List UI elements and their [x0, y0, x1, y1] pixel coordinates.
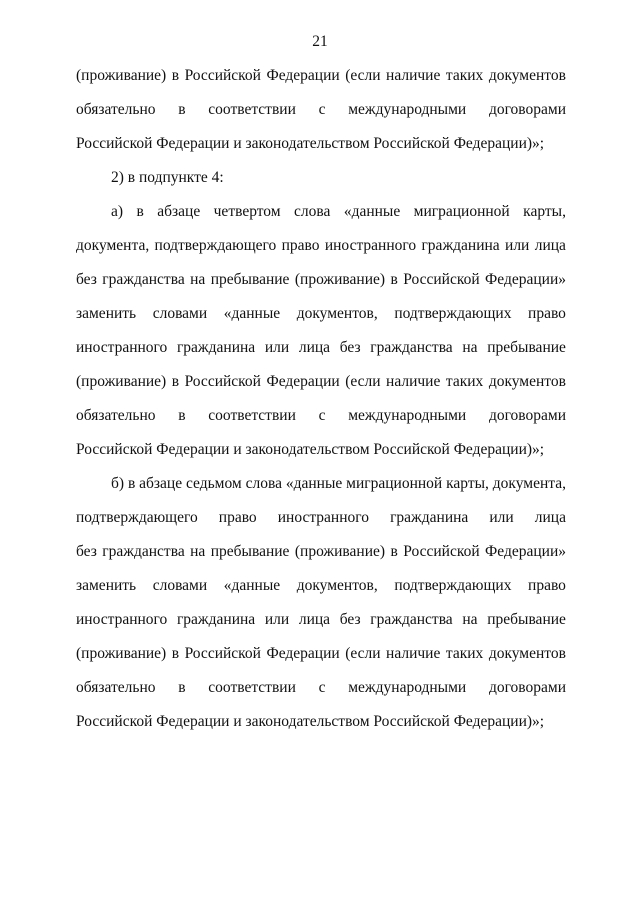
text-line: обязательно в соответствии с международными договорами [76, 407, 566, 424]
text-line: (проживание) в Российской Федерации (если наличие таких документов [76, 67, 566, 84]
text-line: (проживание) в Российской Федерации (если наличие таких документов [76, 645, 566, 662]
text-line: без гражданства на пребывание (проживание) в Российской Федерации» [76, 271, 566, 288]
page-number: 21 [312, 33, 328, 50]
text-line: обязательно в соответствии с международными договорами [76, 101, 566, 118]
text-line: Российской Федерации и законодательством Российской Федерации)»; [76, 713, 545, 730]
text-line: заменить словами «данные документов, подтверждающих право [76, 577, 566, 594]
text-line: обязательно в соответствии с международными договорами [76, 679, 566, 696]
text-line: (проживание) в Российской Федерации (если наличие таких документов [76, 373, 566, 390]
text-line: заменить словами «данные документов, подтверждающих право [76, 305, 566, 322]
text-line: иностранного гражданина или лица без гражданства на пребывание [76, 611, 566, 628]
text-line: подтверждающего право иностранного гражданина или лица [76, 509, 566, 526]
text-line: Российской Федерации и законодательством Российской Федерации)»; [76, 441, 545, 458]
text-line: Российской Федерации и законодательством Российской Федерации)»; [76, 135, 545, 152]
text-line: б) в абзаце седьмом слова «данные миграционной карты, документа, [111, 475, 566, 492]
text-line: 2) в подпункте 4: [111, 169, 224, 186]
text-line: без гражданства на пребывание (проживание) в Российской Федерации» [76, 543, 566, 560]
text-line: а) в абзаце четвертом слова «данные миграционной карты, [111, 203, 566, 220]
text-line: иностранного гражданина или лица без гражданства на пребывание [76, 339, 566, 356]
text-line: документа, подтверждающего право иностранного гражданина или лица [76, 237, 566, 254]
